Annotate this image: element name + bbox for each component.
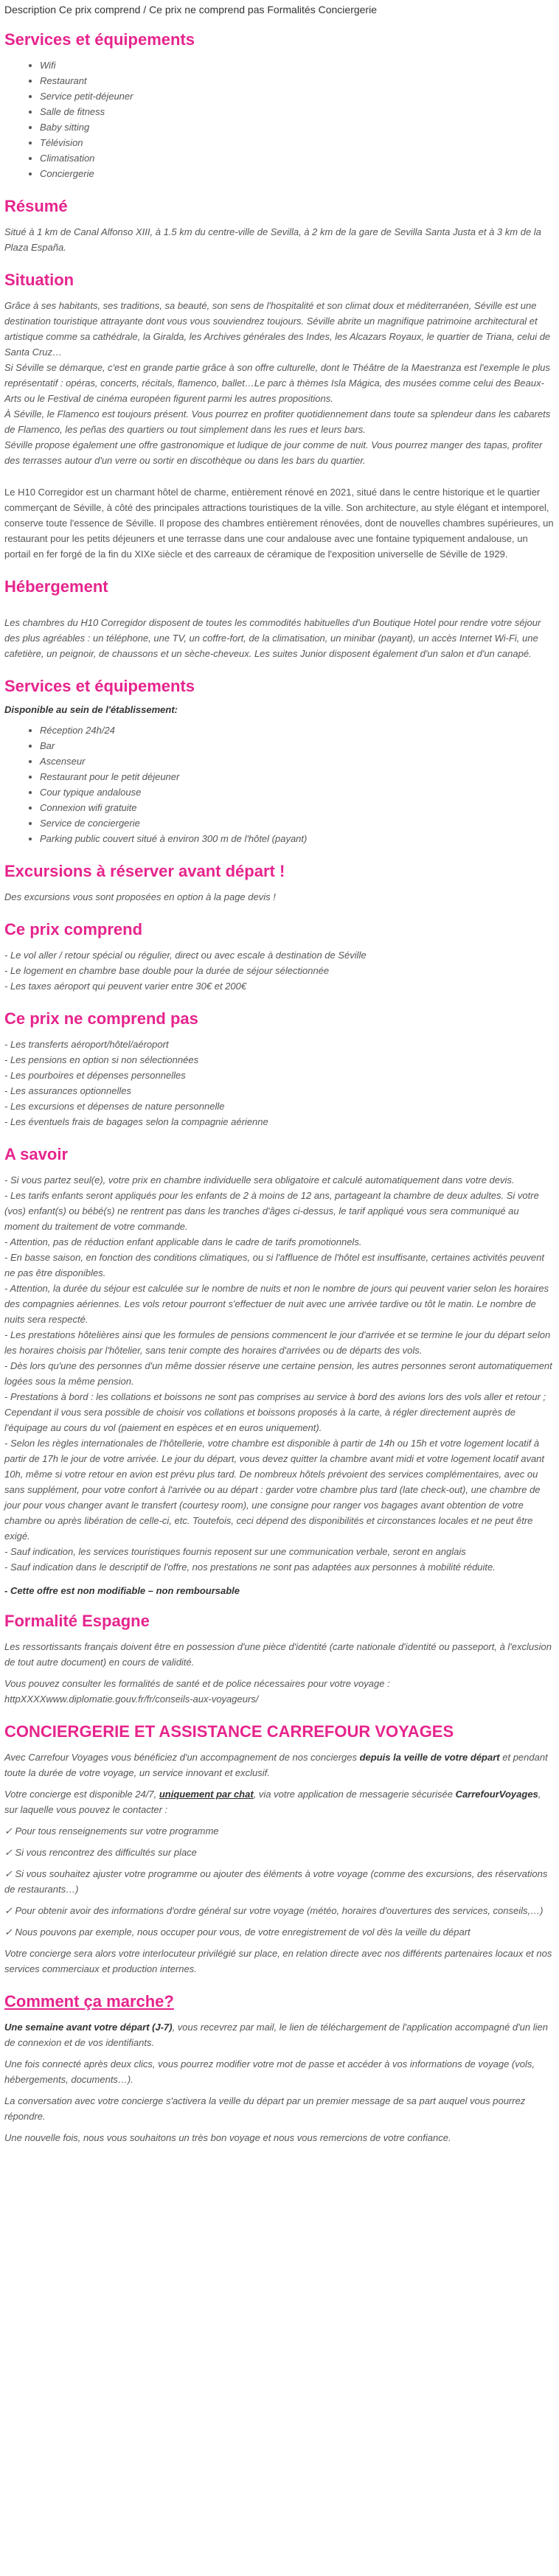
services-title: Services et équipements: [4, 30, 195, 49]
concierge-p2: Votre concierge est disponible 24/7, uniquement par chat, via votre application de messagerie sécurisée CarrefourVoyages, sur laquelle vous pouvez le contacter :: [4, 1789, 541, 1815]
list-item: - Les tarifs enfants seront appliqués pour les enfants de 2 à moins de 12 ans, partageant la chambre de deux adultes. Si votre (vos) enfant(s) ou bébé(s) ne rentrent pas dans les tranches d'âges ci-dessus, le tarif appliqué vous sera communiqué au moment du traitement de votre commande.: [4, 1190, 539, 1232]
list-item: - Attention, la durée du séjour est calculée sur le nombre de nuits et non le nombre de jours qui peuvent varier selon les horaires des compagnies aériennes. Les vols retour pourront s'effectuer de nuit avec une arrivée tardive ou tôt le matin. Le nombre de nuits sera respecté.: [4, 1283, 549, 1325]
list-item: • Bar: [40, 738, 555, 753]
concierge-p3: Votre concierge sera alors votre interlocuteur privilégié sur place, en relation directe avec nos différents partenaires locaux et nos services commerciaux et production internes.: [4, 1948, 552, 1974]
services-list: [4, 58, 555, 181]
comment-title: Comment ça marche?: [4, 1992, 174, 2011]
formalite-title: Formalité Espagne: [4, 1612, 150, 1630]
situation-p5: Le H10 Corregidor est un charmant hôtel de charme, entièrement rénové en 2021, situé dans le centre historique et le quartier commerçant de Séville, à côté des principales attractions touristiques de la ville. Son architecture, au style élégant et intemporel, conserve toute l'essence de Séville. Il propose des chambres entièrement rénovées, dont de nouvelles chambres supérieures, un restaurant pour les petits déjeuners et une terrasse dans une cour andalouse avec une fontaine typiquement andalouse, un portail en fer forgé de la fin du XIXe siècle et des carreaux de céramique de l'exposition universelle de Séville de 1929.: [4, 487, 554, 560]
services2-list: [4, 723, 555, 846]
services2-title: Services et équipements: [4, 677, 195, 695]
situation-p2: Si Séville se démarque, c'est en grande partie grâce à son offre culturelle, dont le Théâtre de la Maestranza est l'exemple le plus représentatif : opéras, concerts, récitals, flamenco, ballet…Le parc à thèmes Isla Mágica, des musées comme celui des Beaux-Arts ou le Festival de cinéma européen figurent parmi les autres propositions.: [4, 362, 550, 404]
list-item: • Climatisation: [40, 150, 555, 166]
list-item: - Si vous partez seul(e), votre prix en chambre individuelle sera obligatoire et calculé automatiquement dans votre devis.: [4, 1174, 515, 1186]
savoir-title: A savoir: [4, 1145, 69, 1163]
concierge-check-1: ✓ Pour tous renseignements sur votre programme: [4, 1825, 219, 1837]
list-item: • Service de conciergerie: [40, 815, 555, 831]
formalite-p2: Vous pouvez consulter les formalités de santé et de police nécessaires pour votre voyage :: [4, 1678, 390, 1689]
savoir-list: [4, 1172, 555, 1575]
list-item: • Wifi: [40, 58, 555, 73]
concierge-check-3: ✓ Si vous souhaitez ajuster votre programme ou ajouter des éléments à votre voyage (comme des excursions, des réservations de restaurants…): [4, 1868, 548, 1895]
concierge-check-5: ✓ Nous pouvons par exemple, nous occuper pour vous, de votre enregistrement de vol dès la veille du départ: [4, 1926, 471, 1938]
top-nav-text: Description Ce prix comprend / Ce prix ne comprend pas Formalités Conciergerie: [4, 4, 377, 15]
comment-p1: Une semaine avant votre départ (J-7), vous recevrez par mail, le lien de téléchargement de l'application accompagné d'un lien de connexion et de vos identifiants.: [4, 2022, 548, 2048]
comment-p3: La conversation avec votre concierge s'activera la veille du départ par un premier message de sa part auquel vous pourrez répondre.: [4, 2095, 526, 2122]
formalite-p1: Les ressortissants français doivent être en possession d'une pièce d'identité (carte nationale d'identité ou passeport, à l'exclusion de tout autre document) en cours de validité.: [4, 1641, 552, 1668]
list-item: - Sauf indication dans le descriptif de l'offre, nos prestations ne sont pas adaptées aux personnes à mobilité réduite.: [4, 1562, 496, 1573]
list-item: - Les excursions et dépenses de nature personnelle: [4, 1101, 225, 1112]
list-item: • Télévision: [40, 135, 555, 150]
list-item: - Le vol aller / retour spécial ou régulier, direct ou avec escale à destination de Séville: [4, 950, 367, 961]
list-item: • Parking public couvert situé à environ 300 m de l'hôtel (payant): [40, 831, 555, 846]
list-item: • Baby sitting: [40, 119, 555, 135]
list-item: - Les pensions en option si non sélectionnées: [4, 1054, 199, 1065]
list-item: • Salle de fitness: [40, 104, 555, 119]
list-item: - Dès lors qu'une des personnes d'un même dossier réserve une certaine pension, les autres personnes seront automatiquement logées sous la même pension.: [4, 1360, 552, 1387]
list-item: - Sauf indication, les services touristiques fournis reposent sur une communication verbale, seront en anglais: [4, 1546, 466, 1557]
list-item: • Réception 24h/24: [40, 723, 555, 738]
list-item: • Connexion wifi gratuite: [40, 800, 555, 815]
list-item: - Les prestations hôtelières ainsi que les formules de pensions commencent le jour d'arrivée et se termine le jour du départ selon les horaires choisis par l'hôtelier, sans tenir compte des horaires d'arrivées ou de départs des vols.: [4, 1329, 551, 1356]
hebergement-text: Les chambres du H10 Corregidor disposent de toutes les commodités habituelles d'un Boutique Hotel pour rendre votre séjour des plus agréables : un téléphone, une TV, un coffre-fort, de la climatisation, un minibar (payant), un accès Internet Wi-Fi, une cafetière, un peignoir, de chaussons et un sèche-cheveux. Les suites Junior disposent également d'un salon et d'un canapé.: [4, 617, 541, 659]
formalite-link[interactable]: httpXXXXwww.diplomatie.gouv.fr/fr/conseils-aux-voyageurs/: [4, 1693, 259, 1705]
list-item: • Cour typique andalouse: [40, 784, 555, 800]
list-item: • Restaurant pour le petit déjeuner: [40, 769, 555, 784]
concierge-title: CONCIERGERIE ET ASSISTANCE CARREFOUR VOYAGES: [4, 1722, 454, 1741]
concierge-check-4: ✓ Pour obtenir avoir des informations d'ordre général sur votre voyage (météo, horaires d'ouvertures des services, conseils,…): [4, 1905, 544, 1916]
services2-subtitle: Disponible au sein de l'établissement:: [4, 704, 178, 715]
hebergement-title: Hébergement: [4, 577, 108, 596]
list-item: - Les éventuels frais de bagages selon la compagnie aérienne: [4, 1116, 268, 1127]
list-item: • Service petit-déjeuner: [40, 88, 555, 104]
situation-p4: Séville propose également une offre gastronomique et ludique de jour comme de nuit. Vous pourrez manger des tapas, profiter des terrasses autour d'un verre ou sortir en discothèque ou dans les bars du quartier.: [4, 439, 543, 466]
list-item: - En basse saison, en fonction des conditions climatiques, ou si l'affluence de l'hôtel est insuffisante, certaines activités peuvent ne pas être disponibles.: [4, 1252, 544, 1278]
list-item: • Conciergerie: [40, 166, 555, 181]
excursions-title: Excursions à réserver avant départ !: [4, 862, 285, 880]
list-item: - Les assurances optionnelles: [4, 1085, 131, 1096]
resume-title: Résumé: [4, 197, 68, 215]
comment-p4: Une nouvelle fois, nous vous souhaitons un très bon voyage et nous vous remercions de votre confiance.: [4, 2132, 451, 2143]
list-item: • Ascenseur: [40, 753, 555, 769]
list-item: • Restaurant: [40, 73, 555, 88]
situation-title: Situation: [4, 271, 74, 289]
comprend-list: [4, 947, 555, 994]
resume-text: Situé à 1 km de Canal Alfonso XIII, à 1.5 km du centre-ville de Sevilla, à 2 km de la gare de Sevilla Santa Justa et à 3 km de la Plaza España.: [4, 226, 541, 253]
list-item: - Attention, pas de réduction enfant applicable dans le cadre de tarifs promotionnels.: [4, 1236, 362, 1247]
ne-comprend-list: [4, 1037, 555, 1129]
list-item: - Prestations à bord : les collations et boissons ne sont pas comprises au service à bord des avions lors des vols aller et retour ; Cependant il vous sera possible de choisir vos collations et boissons proposés à la carte, à régler directement auprès de l'équipage au cours du vol (paiement en espèces et en euros uniquement).: [4, 1391, 546, 1433]
list-item: - Les transferts aéroport/hôtel/aéroport: [4, 1039, 169, 1050]
comprend-title: Ce prix comprend: [4, 920, 143, 939]
excursions-text: Des excursions vous sont proposées en option à la page devis !: [4, 891, 276, 902]
list-item: - Les taxes aéroport qui peuvent varier entre 30€ et 200€: [4, 981, 247, 992]
situation-p1: Grâce à ses habitants, ses traditions, sa beauté, son sens de l'hospitalité et son climat doux et méditerranéen, Séville est une destination touristique attrayante dont vous vous souviendrez toujours. Séville abrite un magnifique patrimoine architectural et artistique comme sa cathédrale, la Giralda, les Archives générales des Indes, les Alcazars Royaux, le quartier de Triana, celui de Santa Cruz…: [4, 300, 551, 358]
ne-comprend-title: Ce prix ne comprend pas: [4, 1009, 198, 1028]
list-item: - Selon les règles internationales de l'hôtellerie, votre chambre est disponible à partir de 14h ou 15h et votre logement locatif à partir de 17h le jour de votre arrivée. Le jour du départ, vous devez quitter la chambre avant midi et votre logement locatif avant 10h, même si votre retour en avion est prévu plus tard. De nombreux hôtels prévoient des services complémentaires, avec ou sans supplément, pour votre confort à l'arrivée ou au départ : garder votre chambre plus tard (late check-out), une chambre de jour pour vous changer avant le transfert (courtesy room), une consigne pour ranger vos bagages avant obtention de votre chambre ou après libération de celle-ci, etc. Toutefois, ceci dépend des disponibilités et circonstances locales et ne peut être exigé.: [4, 1438, 545, 1542]
concierge-check-2: ✓ Si vous rencontrez des difficultés sur place: [4, 1847, 197, 1858]
non-refundable-note: - Cette offre est non modifiable – non remboursable: [4, 1585, 240, 1596]
comment-p2: Une fois connecté après deux clics, vous pourrez modifier votre mot de passe et accéder à vos informations de voyage (vols, hébergements, documents…).: [4, 2058, 535, 2085]
list-item: - Les pourboires et dépenses personnelles: [4, 1070, 186, 1081]
situation-p3: À Séville, le Flamenco est toujours présent. Vous pourrez en profiter quotidiennement dans toute sa splendeur dans les cabarets de Flamenco, les peñas des quartiers ou tout simplement dans les rues et leurs bars.: [4, 408, 551, 435]
concierge-p1: Avec Carrefour Voyages vous bénéficiez d'un accompagnement de nos concierges depuis la veille de votre départ et pendant toute la durée de votre voyage, un service innovant et exclusif.: [4, 1752, 548, 1778]
list-item: - Le logement en chambre base double pour la durée de séjour sélectionnée: [4, 965, 330, 976]
